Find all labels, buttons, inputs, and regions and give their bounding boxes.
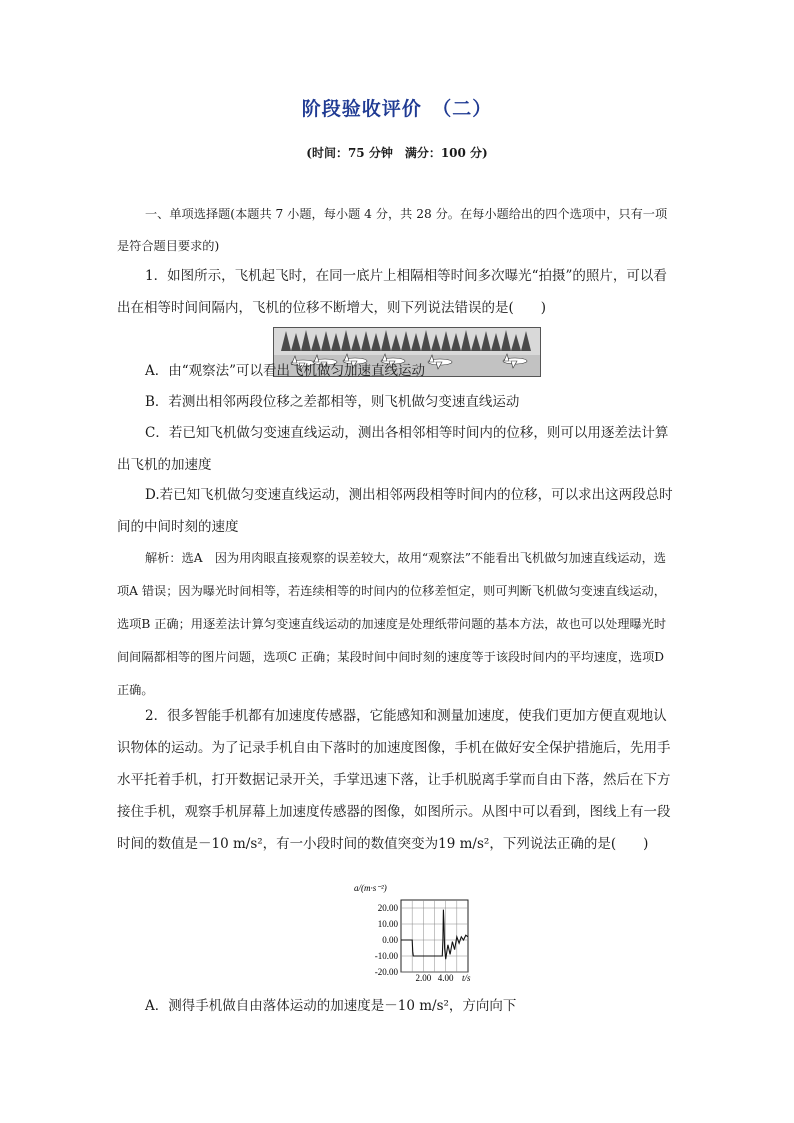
question-2-option-a: A．测得手机做自由落体运动的加速度是－10 m/s²，方向向下 — [145, 998, 517, 1014]
chart-y-tick-label: 0.00 — [382, 935, 398, 945]
question-1-analysis: 解析：选A 因为用肉眼直接观察的误差较大，故用“观察法”不能看出飞机做匀加速直线运动，选项A 错误；因为曝光时间相等，若连续相等的时间内的位移差恒定，则可判断飞机做匀变速直线运动，选项B 正确；用逐差法计算匀变速直线运动的加速度是处理纸带问题的基本方法，故也可以处理曝光时间间隔都相等的图片问题，选项C 正确；某段时间中间时刻的速度等于该段时间内的平均速度，选项D 正确。 — [117, 551, 667, 697]
page-title: 阶段验收评价 （二） — [301, 98, 493, 120]
chart-y-axis-label: a/(m·s⁻²) — [354, 883, 387, 893]
question-2-stem: 2．很多智能手机都有加速度传感器，它能感知和测量加速度，使我们更加方便直观地认识物体的运动。为了记录手机自由下落时的加速度图像，手机在做好安全保护措施后，先用手水平托着手机，打开数据记录开关，手掌迅速下落，让手机脱离手掌而自由下落，然后在下方接住手机，观察手机屏幕上加速度传感器的图像，如图所示。从图中可以看到，图线上有一段时间的数值是－10 m/s²，有一小段时间的数值突变为19 m/s²，下列说法正确的是( ) — [117, 708, 671, 852]
chart-y-tick-label: -10.00 — [374, 951, 398, 961]
question-1-option-a: A．由“观察法”可以看出飞机做匀加速直线运动 — [145, 363, 426, 379]
exam-info: (时间：75 分钟 满分：100 分) — [306, 146, 488, 160]
chart-x-axis-label: t/s — [462, 973, 471, 983]
chart-x-tick-label: 2.00 — [415, 973, 432, 983]
acceleration-chart-svg — [340, 880, 490, 988]
chart-y-tick-label: 20.00 — [377, 903, 398, 913]
section-heading: 一、单项选择题(本题共 7 小题，每小题 4 分，共 28 分。在每小题给出的四个选项中，只有一项是符合题目要求的) — [117, 207, 668, 253]
question-1-option-c: C．若已知飞机做匀变速直线运动，测出各相邻相等时间内的位移，则可以用逐差法计算出飞机的加速度 — [117, 425, 669, 473]
chart-x-tick-label: 4.00 — [437, 973, 454, 983]
chart-y-tick-label: 10.00 — [377, 919, 398, 929]
question-1-option-d: D.若已知飞机做匀变速直线运动，测出相邻两段相等时间内的位移，可以求出这两段总时间的中间时刻的速度 — [117, 487, 673, 535]
acceleration-chart — [340, 880, 490, 988]
question-1-option-b: B．若测出相邻两段位移之差都相等，则飞机做匀变速直线运动 — [145, 394, 520, 410]
chart-y-tick-label: -20.00 — [374, 967, 398, 977]
question-1-stem: 1．如图所示，飞机起飞时，在同一底片上相隔相等时间多次曝光“拍摄”的照片，可以看出在相等时间间隔内，飞机的位移不断增大，则下列说法错误的是( ) — [117, 268, 667, 316]
